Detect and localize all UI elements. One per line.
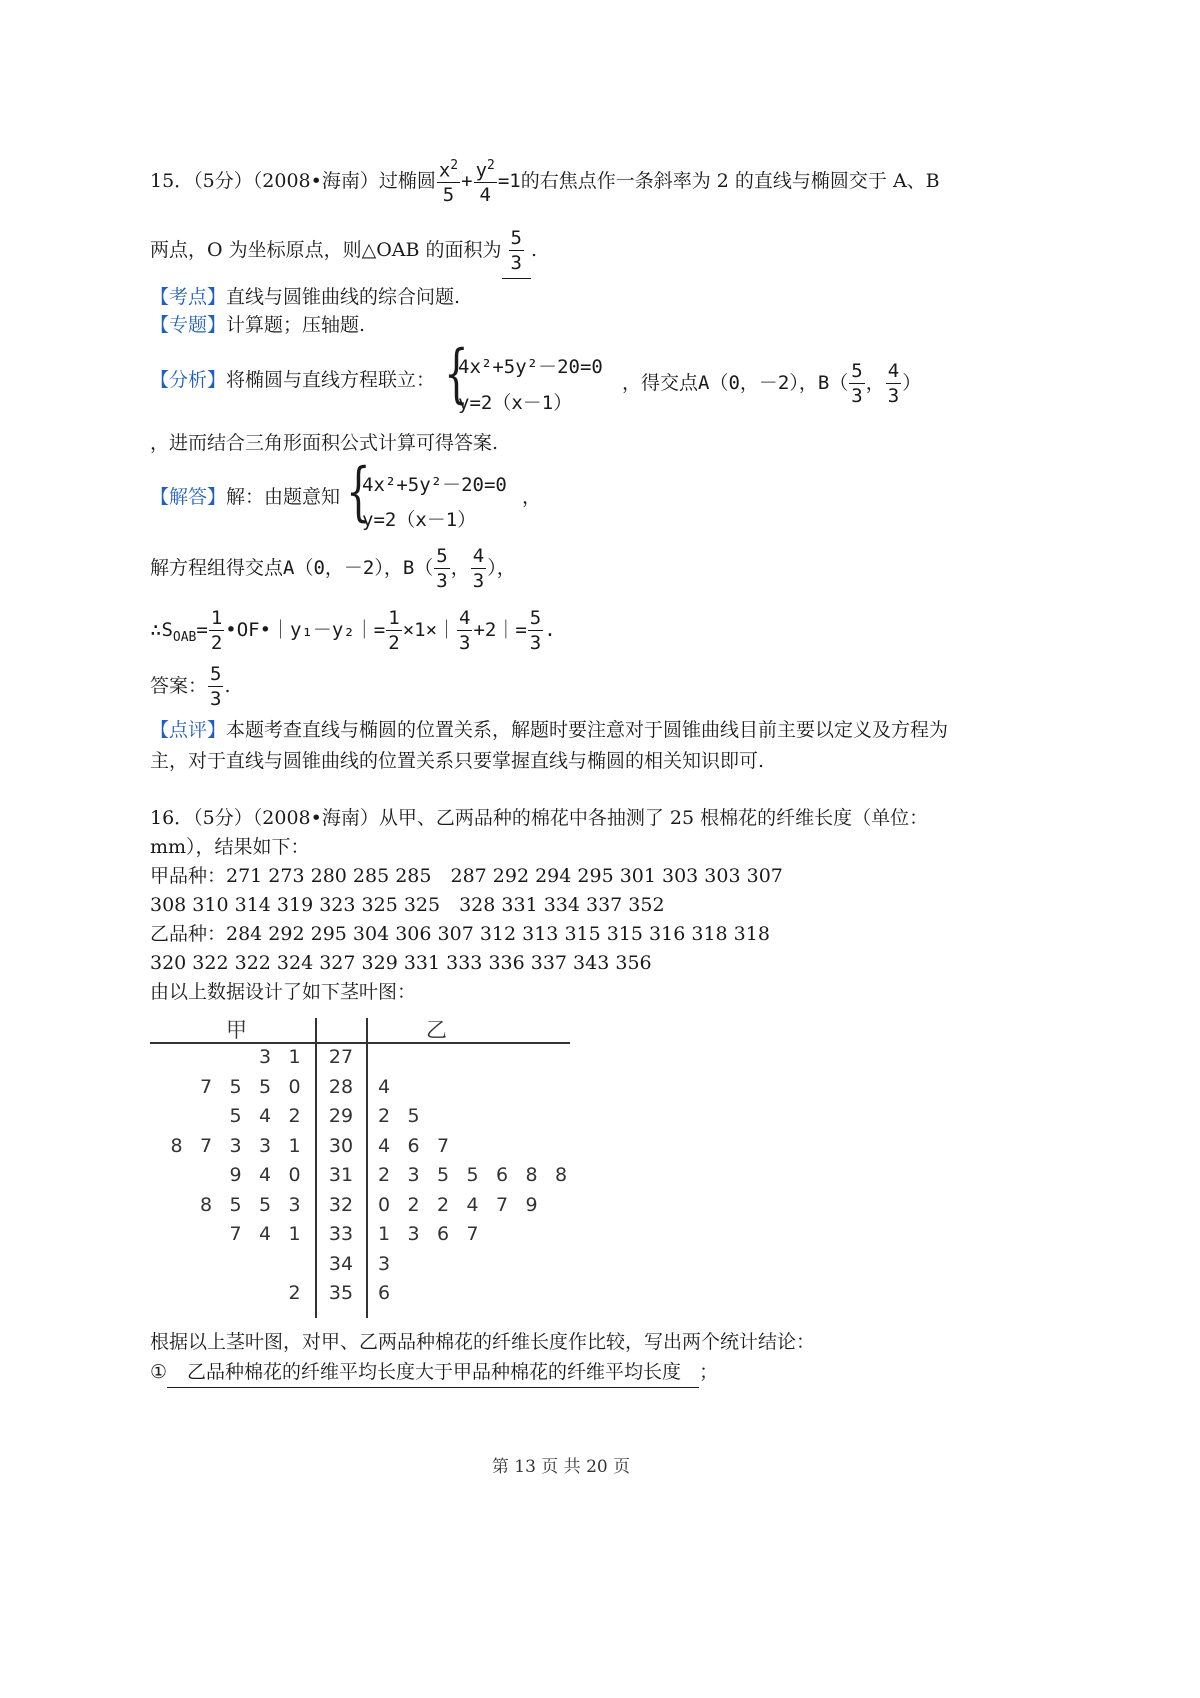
stem-divider-right	[366, 1018, 368, 1318]
jia-leaf: 7	[199, 1075, 213, 1098]
yi-leaf: 5	[407, 1105, 420, 1127]
yi-leaf: 6	[436, 1223, 450, 1245]
jia-leaf: 7	[229, 1223, 242, 1245]
conclusion-intro: 根据以上茎叶图，对甲、乙两品种棉花的纤维长度作比较，写出两个统计结论：	[150, 1331, 816, 1353]
fenxi-eq2: y=2（x－1）	[458, 392, 573, 414]
q15-answer-blank: $\frac{5}{3}$	[502, 222, 531, 279]
yi-leaf: 9	[525, 1193, 538, 1216]
jia-leaf: 5	[229, 1193, 242, 1216]
jia-leaf: 9	[229, 1164, 242, 1186]
jia-leaf: 1	[288, 1046, 301, 1068]
stem-header-rule	[150, 1042, 570, 1044]
kaodian: 【考点】直线与圆锥曲线的综合问题.	[150, 286, 461, 308]
dianping-tag: 【点评】	[150, 719, 227, 741]
stem-value: 27	[328, 1046, 354, 1068]
yi-leaf: 6	[377, 1282, 391, 1304]
jia-leaf: 8	[199, 1193, 213, 1216]
yi-leaf: 2	[436, 1193, 450, 1216]
conclusion-line: ① 乙品种棉花的纤维平均长度大于甲品种棉花的纤维平均长度 ；	[150, 1357, 718, 1388]
yi-leaf: 8	[554, 1164, 568, 1186]
jia-data-line2: 308 310 314 319 323 325 325 328 331 334 337 352	[150, 894, 665, 916]
q15-suffix: 的右焦点作一条斜率为 2 的直线与椭圆交于 A、B	[520, 170, 940, 192]
jieda-comma: ，	[522, 486, 542, 508]
fenxi-brace: {	[444, 337, 469, 411]
yi-leaf: 8	[525, 1164, 538, 1186]
jia-leaf: 1	[288, 1134, 301, 1157]
q16-line1: 16．（5分）（2008•海南）从甲、乙两品种的棉花中各抽测了 25 根棉花的纤维长度（单位：	[150, 807, 929, 829]
stem-value: 28	[328, 1075, 354, 1098]
jia-leaf: 4	[258, 1223, 272, 1245]
yi-leaf: 3	[377, 1252, 391, 1275]
yi-leaf: 3	[407, 1164, 420, 1186]
fenxi-points: ，得交点A（0，－2），B（ $\frac{5}{3}$ ， $\frac{4}{3}$ ）	[622, 359, 922, 407]
q16-line2: mm），结果如下：	[150, 836, 310, 858]
stem-header-yi: 乙	[426, 1018, 447, 1042]
jia-leaf: 0	[288, 1164, 301, 1186]
yi-leaf: 7	[466, 1223, 479, 1245]
stem-divider-left	[315, 1018, 317, 1318]
yi-leaf: 2	[377, 1164, 391, 1186]
conclusion-mark: ①	[150, 1361, 168, 1383]
jia-leaf: 8	[170, 1134, 183, 1157]
stem-value: 30	[328, 1134, 354, 1157]
jia-leaf: 7	[199, 1134, 213, 1157]
yi-leaf: 5	[466, 1164, 479, 1186]
solve-line: 解方程组得交点A（0，－2），B（ $\frac{5}{3}$ ， $\frac{4}{3}$ ），	[150, 544, 516, 592]
stem-leaf-plot	[150, 1012, 575, 1322]
jia-leaf: 3	[229, 1134, 242, 1157]
jia-leaf: 3	[288, 1193, 301, 1216]
jia-leaf: 0	[288, 1075, 301, 1098]
yi-leaf: 3	[407, 1223, 420, 1245]
stem-value: 34	[328, 1252, 354, 1275]
kaodian-tag: 【考点】	[150, 286, 227, 308]
yi-leaf: 4	[466, 1193, 479, 1216]
stem-value: 29	[328, 1105, 354, 1127]
stem-header-jia: 甲	[226, 1018, 247, 1042]
yi-leaf: 6	[495, 1164, 509, 1186]
fenxi-eq1: 4x²+5y²－20=0	[458, 356, 603, 378]
jieda-eq2: y=2（x－1）	[362, 509, 477, 531]
stem-value: 33	[328, 1223, 354, 1245]
stem-value: 32	[328, 1193, 354, 1216]
dianping-line1: 【点评】本题考查直线与椭圆的位置关系，解题时要注意对于圆锥曲线目前主要以定义及方程为	[150, 719, 949, 741]
stem-value: 31	[328, 1164, 354, 1186]
q15-line1: 15．（5分）（2008•海南）过椭圆 $\frac{x^2}{5}$ + $\frac{y^2}{4}$ =1的右焦点作一条斜率为 2 的直线与椭圆交于 A、B	[150, 157, 940, 207]
design-text: 由以上数据设计了如下茎叶图：	[150, 981, 417, 1003]
daan-line: 答案： $\frac{5}{3}$ .	[150, 663, 231, 710]
zhuanti: 【专题】计算题；压轴题.	[150, 314, 366, 336]
jia-leaf: 5	[229, 1075, 242, 1098]
jia-leaf: 3	[258, 1046, 272, 1068]
fenxi-tag: 【分析】	[150, 369, 227, 391]
yi-leaf: 5	[436, 1164, 450, 1186]
q15-line2: 两点，O 为坐标原点，则△OAB 的面积为 $\frac{5}{3}$ .	[150, 222, 537, 278]
conclusion-answer: 乙品种棉花的纤维平均长度大于甲品种棉花的纤维平均长度	[167, 1357, 699, 1388]
yi-leaf: 7	[436, 1134, 450, 1157]
jia-leaf: 5	[258, 1075, 272, 1098]
jia-data-line1: 甲品种：271 273 280 285 285 287 292 294 295 301 303 303 307	[150, 865, 783, 887]
jia-leaf: 3	[258, 1134, 272, 1157]
dianping-line2: 主，对于直线与圆锥曲线的位置关系只要掌握直线与椭圆的相关知识即可.	[150, 750, 765, 772]
area-line: $\therefore S_{OAB}=$ $\frac{1}{2}$ •OF•｜y₁－y₂｜= $\frac{1}{2}$ ×1×｜ $\frac{4}{3}$ +2｜= $\frac{5}{3}$ .	[150, 606, 556, 654]
yi-leaf: 2	[407, 1193, 420, 1216]
q15-prefix: 15．（5分）（2008•海南）过椭圆	[150, 170, 436, 192]
jia-leaf: 2	[288, 1282, 301, 1304]
jia-leaf: 4	[258, 1105, 272, 1127]
fenxi-line: 【分析】将椭圆与直线方程联立：	[150, 369, 436, 391]
yi-data-line1: 乙品种：284 292 295 304 306 307 312 313 315 315 316 318 318	[150, 923, 770, 945]
ellipse-x-fraction: $\frac{x^2}{5}$	[438, 157, 459, 207]
jieda-brace: {	[346, 455, 371, 529]
stem-value: 35	[328, 1282, 354, 1304]
yi-leaf: 4	[377, 1075, 391, 1098]
yi-leaf: 7	[495, 1193, 509, 1216]
yi-leaf: 0	[377, 1193, 391, 1216]
jia-leaf: 1	[288, 1223, 301, 1245]
yi-leaf: 4	[377, 1134, 391, 1157]
yi-leaf: 6	[407, 1134, 420, 1157]
jia-leaf: 5	[229, 1105, 242, 1127]
yi-data-line2: 320 322 322 324 327 329 331 333 336 337 343 356	[150, 952, 652, 974]
ellipse-y-fraction: $\frac{y^2}{4}$	[475, 157, 495, 207]
jia-leaf: 2	[288, 1105, 301, 1127]
jia-leaf: 5	[258, 1193, 272, 1216]
fenxi-line2: ，进而结合三角形面积公式计算可得答案.	[150, 432, 499, 454]
yi-leaf: 1	[377, 1223, 391, 1245]
zhuanti-tag: 【专题】	[150, 314, 227, 336]
yi-leaf: 2	[377, 1105, 391, 1127]
page-footer: 第 13 页 共 20 页	[491, 1457, 631, 1477]
jieda-eq1: 4x²+5y²－20=0	[362, 474, 507, 496]
jia-leaf: 4	[258, 1164, 272, 1186]
jieda-tag: 【解答】	[150, 486, 227, 508]
jieda-line: 【解答】解：由题意知	[150, 486, 341, 508]
